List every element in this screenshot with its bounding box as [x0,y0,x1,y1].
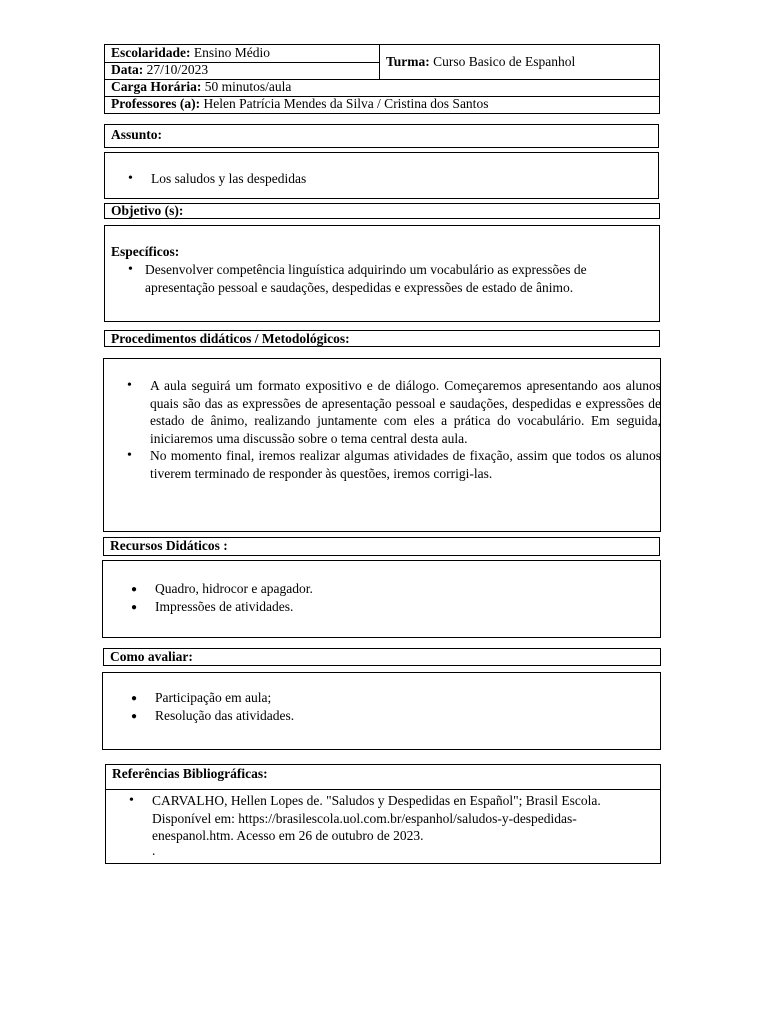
assunto-content-box [104,152,659,199]
assunto-heading-box [104,124,659,148]
recursos-content-box [102,560,661,638]
data-field [105,62,208,78]
assunto-list [105,170,645,188]
objetivo-list [105,261,659,296]
avaliar-heading-box [103,648,661,666]
turma-value: Curso Basico de Espanhol [433,54,576,69]
carga-field [105,79,291,95]
recursos-label: Recursos Didáticos : [110,538,228,553]
turma-field [380,54,575,70]
list-item: ● Resolução das atividades. [103,707,643,725]
professores-value: Helen Patrícia Mendes da Silva / Cristina dos Santos [203,96,489,111]
escolaridade-field [105,45,270,61]
list-item: • A aula seguirá um formato expositivo e de diálogo. Começaremos apresentando aos alunos quais são das as expressões de apresentação pessoal e saudações, despedidas e expressões de estado de ânimo, realizando juntamente com eles a prática do vocabulário. Em seguida, iniciaremos uma discussão sobre o tema central desta aula. [104,377,661,447]
escolaridade-value: Ensino Médio [193,45,270,60]
list-item: • No momento final, iremos realizar algumas atividades de fixação, assim que todos os alunos tiverem terminado de responder às questões, iremos corrigi-las. [104,447,661,482]
data-value: 27/10/2023 [146,62,209,77]
divider [106,789,660,790]
list-item: • Desenvolver competência linguística adquirindo um vocabulário as expressões de apresentação pessoal e saudações, despedidas e expressões de estado de ânimo. [105,261,659,296]
recursos-list [103,580,643,615]
objetivo-heading-box [104,203,660,219]
trailing-period: . [152,843,156,858]
procedimentos-heading-box [104,330,660,347]
assunto-label: Assunto: [111,127,163,142]
procedimentos-content-box [103,358,661,532]
carga-value: 50 minutos/aula [204,79,292,94]
escolaridade-label: Escolaridade: [111,45,191,60]
list-item: ● Impressões de atividades. [103,598,643,616]
avaliar-content-box [102,672,661,750]
especificos-subheading: Específicos: [111,244,180,259]
objetivo-content [111,243,659,296]
referencias-label: Referências Bibliográficas: [112,766,268,781]
data-label: Data: [111,62,144,77]
recursos-heading-box [103,537,660,556]
avaliar-list [103,689,643,724]
turma-label: Turma: [386,54,430,69]
procedimentos-list [104,377,661,482]
list-item: • Los saludos y las despedidas [105,170,645,188]
header-table [104,44,660,114]
avaliar-label: Como avaliar: [110,649,193,664]
objetivo-content-box [104,225,660,322]
professores-field [105,96,488,112]
list-item: ● Participação em aula; [103,689,643,707]
referencias-list [106,792,626,845]
list-item: • CARVALHO, Hellen Lopes de. "Saludos y Despedidas en Español"; Brasil Escola. Disponível em: https://brasilescola.uol.com.br/espanhol/saludos-y-despedidas-enespanol.htm. Acesso em 26 de outubro de 2023. [106,792,626,845]
carga-label: Carga Horária: [111,79,202,94]
referencias-box [105,764,661,864]
procedimentos-label: Procedimentos didáticos / Metodológicos: [111,331,350,346]
professores-label: Professores (a): [111,96,201,111]
list-item: ● Quadro, hidrocor e apagador. [103,580,643,598]
objetivo-label: Objetivo (s): [111,203,184,218]
